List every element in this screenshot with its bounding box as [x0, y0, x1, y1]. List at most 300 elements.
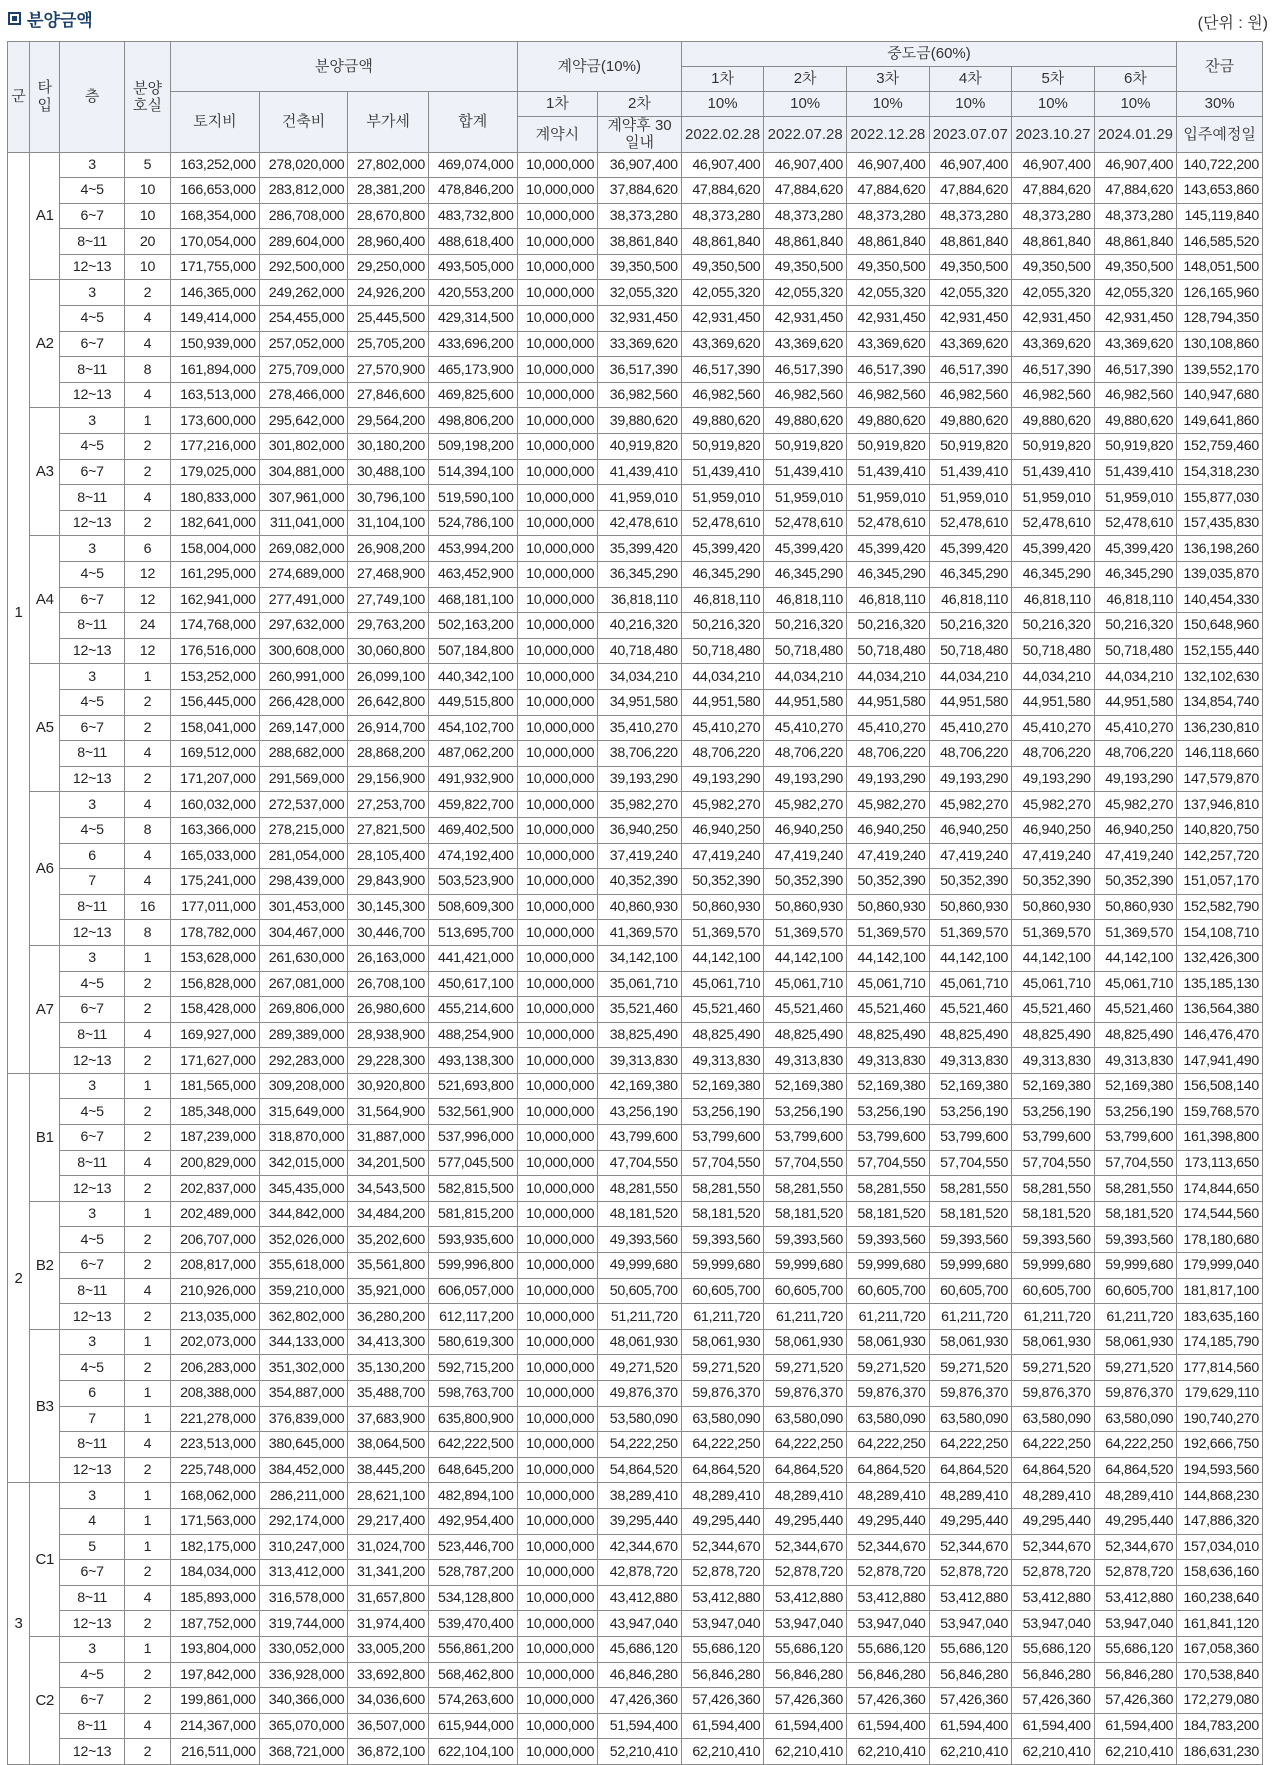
balance-cell: 146,118,660: [1177, 741, 1263, 767]
vat-cell: 29,217,400: [348, 1508, 429, 1534]
middle-payment-cell: 58,281,550: [929, 1176, 1012, 1202]
middle-payment-cell: 42,055,320: [846, 280, 929, 306]
floor-cell: 6~7: [60, 1688, 124, 1714]
build-cell: 376,839,000: [259, 1406, 348, 1432]
floor-cell: 3: [60, 1201, 124, 1227]
build-cell: 266,428,000: [259, 689, 348, 715]
floor-cell: 5: [60, 1534, 124, 1560]
balance-cell: 173,113,650: [1177, 1150, 1263, 1176]
middle-payment-cell: 50,860,930: [929, 894, 1012, 920]
build-cell: 315,649,000: [259, 1099, 348, 1125]
middle-payment-cell: 64,864,520: [681, 1457, 764, 1483]
deposit2-cell: 40,216,320: [598, 613, 682, 639]
deposit2-cell: 38,373,280: [598, 203, 682, 229]
deposit2-cell: 36,517,390: [598, 357, 682, 383]
middle-payment-cell: 49,193,290: [929, 766, 1012, 792]
middle-payment-cell: 46,940,250: [764, 817, 847, 843]
deposit1-cell: 10,000,000: [517, 1381, 598, 1407]
units-cell: 1: [124, 408, 170, 434]
deposit1-cell: 10,000,000: [517, 1534, 598, 1560]
deposit1-cell: 10,000,000: [517, 1560, 598, 1586]
land-cell: 208,388,000: [171, 1381, 260, 1407]
header-mid-pct: 10%: [1012, 92, 1095, 117]
build-cell: 269,806,000: [259, 997, 348, 1023]
middle-payment-cell: 63,580,090: [929, 1406, 1012, 1432]
deposit2-cell: 49,876,370: [598, 1381, 682, 1407]
total-cell: 582,815,500: [428, 1176, 517, 1202]
deposit1-cell: 10,000,000: [517, 459, 598, 485]
vat-cell: 30,060,800: [348, 638, 429, 664]
land-cell: 171,563,000: [171, 1508, 260, 1534]
deposit2-cell: 46,846,280: [598, 1662, 682, 1688]
vat-cell: 25,705,200: [348, 331, 429, 357]
middle-payment-cell: 61,594,400: [1094, 1713, 1177, 1739]
middle-payment-cell: 59,876,370: [929, 1381, 1012, 1407]
deposit1-cell: 10,000,000: [517, 817, 598, 843]
middle-payment-cell: 44,951,580: [681, 689, 764, 715]
total-cell: 622,104,100: [428, 1739, 517, 1765]
middle-payment-cell: 48,825,490: [1094, 1022, 1177, 1048]
land-cell: 160,032,000: [171, 792, 260, 818]
deposit2-cell: 34,142,100: [598, 945, 682, 971]
middle-payment-cell: 62,210,410: [1094, 1739, 1177, 1765]
middle-payment-cell: 51,959,010: [764, 485, 847, 511]
total-cell: 493,138,300: [428, 1048, 517, 1074]
units-cell: 2: [124, 280, 170, 306]
balance-cell: 144,868,230: [1177, 1483, 1263, 1509]
middle-payment-cell: 43,369,620: [764, 331, 847, 357]
balance-cell: 178,180,680: [1177, 1227, 1263, 1253]
middle-payment-cell: 51,369,570: [929, 920, 1012, 946]
vat-cell: 30,488,100: [348, 459, 429, 485]
deposit1-cell: 10,000,000: [517, 152, 598, 178]
middle-payment-cell: 50,718,480: [1094, 638, 1177, 664]
page-title-text: 분양금액: [27, 11, 93, 30]
deposit1-cell: 10,000,000: [517, 1713, 598, 1739]
middle-payment-cell: 51,959,010: [929, 485, 1012, 511]
floor-cell: 8~11: [60, 1278, 124, 1304]
middle-payment-cell: 64,222,250: [681, 1432, 764, 1458]
deposit2-cell: 38,706,220: [598, 741, 682, 767]
deposit1-cell: 10,000,000: [517, 1457, 598, 1483]
middle-payment-cell: 53,799,600: [929, 1125, 1012, 1151]
middle-payment-cell: 57,704,550: [1012, 1150, 1095, 1176]
total-cell: 453,994,200: [428, 536, 517, 562]
middle-payment-cell: 49,880,620: [764, 408, 847, 434]
total-cell: 635,800,900: [428, 1406, 517, 1432]
middle-payment-cell: 58,281,550: [1094, 1176, 1177, 1202]
type-cell: A5: [30, 664, 60, 792]
middle-payment-cell: 59,393,560: [764, 1227, 847, 1253]
floor-cell: 12~13: [60, 1611, 124, 1637]
balance-cell: 149,641,860: [1177, 408, 1263, 434]
vat-cell: 27,570,900: [348, 357, 429, 383]
table-row: [8, 664, 1263, 690]
floor-cell: 4~5: [60, 1099, 124, 1125]
land-cell: 214,367,000: [171, 1713, 260, 1739]
middle-payment-cell: 58,181,520: [846, 1201, 929, 1227]
middle-payment-cell: 48,289,410: [846, 1483, 929, 1509]
header-mid-label: 6차: [1094, 67, 1177, 92]
type-cell: A4: [30, 536, 60, 664]
land-cell: 178,782,000: [171, 920, 260, 946]
middle-payment-cell: 59,876,370: [1012, 1381, 1095, 1407]
middle-payment-cell: 46,907,400: [846, 152, 929, 178]
balance-cell: 179,629,110: [1177, 1381, 1263, 1407]
middle-payment-cell: 49,193,290: [1094, 766, 1177, 792]
floor-cell: 3: [60, 664, 124, 690]
middle-payment-cell: 51,369,570: [764, 920, 847, 946]
land-cell: 225,748,000: [171, 1457, 260, 1483]
build-cell: 351,302,000: [259, 1355, 348, 1381]
middle-payment-cell: 50,718,480: [846, 638, 929, 664]
deposit1-cell: 10,000,000: [517, 1483, 598, 1509]
total-cell: 493,505,000: [428, 254, 517, 280]
middle-payment-cell: 49,350,500: [846, 254, 929, 280]
total-cell: 420,553,200: [428, 280, 517, 306]
deposit2-cell: 40,860,930: [598, 894, 682, 920]
header-mid-date: 2023.10.27: [1012, 117, 1095, 153]
units-cell: 2: [124, 434, 170, 460]
balance-cell: 136,230,810: [1177, 715, 1263, 741]
deposit2-cell: 39,313,830: [598, 1048, 682, 1074]
middle-payment-cell: 46,907,400: [764, 152, 847, 178]
build-cell: 277,491,000: [259, 587, 348, 613]
middle-payment-cell: 46,345,290: [1012, 562, 1095, 588]
total-cell: 592,715,200: [428, 1355, 517, 1381]
total-cell: 441,421,000: [428, 945, 517, 971]
total-cell: 568,462,800: [428, 1662, 517, 1688]
balance-cell: 172,279,080: [1177, 1688, 1263, 1714]
middle-payment-cell: 49,350,500: [764, 254, 847, 280]
table-row: [8, 1227, 1263, 1253]
middle-payment-cell: 59,876,370: [764, 1381, 847, 1407]
balance-cell: 170,538,840: [1177, 1662, 1263, 1688]
middle-payment-cell: 45,982,270: [764, 792, 847, 818]
middle-payment-cell: 55,686,120: [764, 1636, 847, 1662]
deposit1-cell: 10,000,000: [517, 1278, 598, 1304]
total-cell: 537,996,000: [428, 1125, 517, 1151]
total-cell: 487,062,200: [428, 741, 517, 767]
table-row: [8, 945, 1263, 971]
middle-payment-cell: 59,999,680: [764, 1253, 847, 1279]
middle-payment-cell: 51,439,410: [929, 459, 1012, 485]
deposit2-cell: 48,061,930: [598, 1329, 682, 1355]
build-cell: 286,708,000: [259, 203, 348, 229]
deposit2-cell: 35,399,420: [598, 536, 682, 562]
type-cell: B1: [30, 1073, 60, 1201]
middle-payment-cell: 44,142,100: [764, 945, 847, 971]
middle-payment-cell: 45,061,710: [846, 971, 929, 997]
deposit2-cell: 37,419,240: [598, 843, 682, 869]
header-mid-date: 2022.02.28: [681, 117, 764, 153]
deposit1-cell: 10,000,000: [517, 689, 598, 715]
middle-payment-cell: 42,055,320: [1094, 280, 1177, 306]
balance-cell: 132,426,300: [1177, 945, 1263, 971]
middle-payment-cell: 57,426,360: [846, 1688, 929, 1714]
balance-cell: 152,582,790: [1177, 894, 1263, 920]
land-cell: 150,939,000: [171, 331, 260, 357]
middle-payment-cell: 53,412,880: [1094, 1585, 1177, 1611]
total-cell: 519,590,100: [428, 485, 517, 511]
middle-payment-cell: 59,271,520: [929, 1355, 1012, 1381]
units-cell: 2: [124, 1611, 170, 1637]
land-cell: 153,252,000: [171, 664, 260, 690]
balance-cell: 145,119,840: [1177, 203, 1263, 229]
deposit2-cell: 32,931,450: [598, 306, 682, 332]
build-cell: 278,215,000: [259, 817, 348, 843]
balance-cell: 137,946,810: [1177, 792, 1263, 818]
middle-payment-cell: 46,940,250: [681, 817, 764, 843]
middle-payment-cell: 51,439,410: [1012, 459, 1095, 485]
total-cell: 507,184,800: [428, 638, 517, 664]
middle-payment-cell: 60,605,700: [1012, 1278, 1095, 1304]
header-build: 건축비: [259, 92, 348, 153]
middle-payment-cell: 50,352,390: [681, 869, 764, 895]
total-cell: 581,815,200: [428, 1201, 517, 1227]
units-cell: 4: [124, 382, 170, 408]
middle-payment-cell: 46,982,560: [1012, 382, 1095, 408]
middle-payment-cell: 49,313,830: [846, 1048, 929, 1074]
total-cell: 539,470,400: [428, 1611, 517, 1637]
balance-cell: 140,454,330: [1177, 587, 1263, 613]
table-row: [8, 741, 1263, 767]
group-cell: 3: [8, 1483, 30, 1765]
vat-cell: 33,692,800: [348, 1662, 429, 1688]
vat-cell: 29,250,000: [348, 254, 429, 280]
middle-payment-cell: 50,718,480: [929, 638, 1012, 664]
deposit2-cell: 41,959,010: [598, 485, 682, 511]
total-cell: 509,198,200: [428, 434, 517, 460]
middle-payment-cell: 52,478,610: [929, 510, 1012, 536]
middle-payment-cell: 56,846,280: [1012, 1662, 1095, 1688]
units-cell: 1: [124, 664, 170, 690]
middle-payment-cell: 62,210,410: [846, 1739, 929, 1765]
vat-cell: 30,920,800: [348, 1073, 429, 1099]
table-row: [8, 1739, 1263, 1765]
middle-payment-cell: 56,846,280: [681, 1662, 764, 1688]
table-row: [8, 1073, 1263, 1099]
middle-payment-cell: 46,907,400: [681, 152, 764, 178]
header-balance: 잔금: [1177, 42, 1263, 92]
floor-cell: 3: [60, 536, 124, 562]
deposit2-cell: 32,055,320: [598, 280, 682, 306]
table-row: [8, 1150, 1263, 1176]
header-mid-pct: 10%: [764, 92, 847, 117]
middle-payment-cell: 49,880,620: [929, 408, 1012, 434]
table-row: [8, 1432, 1263, 1458]
deposit1-cell: 10,000,000: [517, 280, 598, 306]
header-mid-pct: 10%: [1094, 92, 1177, 117]
middle-payment-cell: 42,055,320: [1012, 280, 1095, 306]
middle-payment-cell: 51,439,410: [681, 459, 764, 485]
build-cell: 342,015,000: [259, 1150, 348, 1176]
table-row: [8, 408, 1263, 434]
table-row: [8, 434, 1263, 460]
floor-cell: 7: [60, 869, 124, 895]
land-cell: 182,175,000: [171, 1534, 260, 1560]
middle-payment-cell: 45,399,420: [929, 536, 1012, 562]
header-mid-date: 2023.07.07: [929, 117, 1012, 153]
land-cell: 171,207,000: [171, 766, 260, 792]
type-cell: A3: [30, 408, 60, 536]
table-row: [8, 280, 1263, 306]
build-cell: 292,174,000: [259, 1508, 348, 1534]
table-row: [8, 715, 1263, 741]
land-cell: 158,041,000: [171, 715, 260, 741]
deposit1-cell: 10,000,000: [517, 869, 598, 895]
type-cell: A1: [30, 152, 60, 280]
middle-payment-cell: 58,281,550: [681, 1176, 764, 1202]
balance-cell: 161,398,800: [1177, 1125, 1263, 1151]
table-row: [8, 817, 1263, 843]
units-cell: 8: [124, 817, 170, 843]
middle-payment-cell: 64,864,520: [1012, 1457, 1095, 1483]
land-cell: 202,837,000: [171, 1176, 260, 1202]
deposit2-cell: 40,919,820: [598, 434, 682, 460]
balance-cell: 146,585,520: [1177, 229, 1263, 255]
units-cell: 10: [124, 203, 170, 229]
middle-payment-cell: 50,860,930: [681, 894, 764, 920]
middle-payment-cell: 59,999,680: [1094, 1253, 1177, 1279]
floor-cell: 12~13: [60, 638, 124, 664]
build-cell: 269,082,000: [259, 536, 348, 562]
middle-payment-cell: 51,369,570: [1012, 920, 1095, 946]
table-row: [8, 357, 1263, 383]
middle-payment-cell: 51,439,410: [846, 459, 929, 485]
middle-payment-cell: 45,061,710: [764, 971, 847, 997]
vat-cell: 26,642,800: [348, 689, 429, 715]
middle-payment-cell: 53,947,040: [681, 1611, 764, 1637]
middle-payment-cell: 59,271,520: [846, 1355, 929, 1381]
total-cell: 455,214,600: [428, 997, 517, 1023]
units-cell: 2: [124, 1662, 170, 1688]
floor-cell: 6~7: [60, 1560, 124, 1586]
middle-payment-cell: 50,860,930: [1012, 894, 1095, 920]
middle-payment-cell: 45,982,270: [1012, 792, 1095, 818]
middle-payment-cell: 53,947,040: [764, 1611, 847, 1637]
middle-payment-cell: 50,352,390: [1094, 869, 1177, 895]
build-cell: 275,709,000: [259, 357, 348, 383]
group-cell: 1: [8, 152, 30, 1073]
middle-payment-cell: 50,216,320: [1094, 613, 1177, 639]
vat-cell: 29,763,200: [348, 613, 429, 639]
build-cell: 291,569,000: [259, 766, 348, 792]
header-balance-when: 입주예정일: [1177, 117, 1263, 153]
total-cell: 534,128,800: [428, 1585, 517, 1611]
table-row: [8, 1560, 1263, 1586]
total-cell: 528,787,200: [428, 1560, 517, 1586]
middle-payment-cell: 52,878,720: [764, 1560, 847, 1586]
land-cell: 176,516,000: [171, 638, 260, 664]
deposit1-cell: 10,000,000: [517, 587, 598, 613]
total-cell: 521,693,800: [428, 1073, 517, 1099]
vat-cell: 28,381,200: [348, 178, 429, 204]
middle-payment-cell: 53,256,190: [764, 1099, 847, 1125]
table-row: [8, 1636, 1263, 1662]
table-row: [8, 306, 1263, 332]
floor-cell: 6~7: [60, 331, 124, 357]
deposit1-cell: 10,000,000: [517, 945, 598, 971]
middle-payment-cell: 49,350,500: [929, 254, 1012, 280]
middle-payment-cell: 58,181,520: [764, 1201, 847, 1227]
total-cell: 469,074,000: [428, 152, 517, 178]
units-cell: 6: [124, 536, 170, 562]
type-cell: C2: [30, 1636, 60, 1764]
table-row: [8, 203, 1263, 229]
table-row: [8, 792, 1263, 818]
vat-cell: 31,341,200: [348, 1560, 429, 1586]
middle-payment-cell: 64,222,250: [1094, 1432, 1177, 1458]
middle-payment-cell: 57,704,550: [929, 1150, 1012, 1176]
total-cell: 508,609,300: [428, 894, 517, 920]
floor-cell: 8~11: [60, 1585, 124, 1611]
units-cell: 1: [124, 1406, 170, 1432]
middle-payment-cell: 44,142,100: [1094, 945, 1177, 971]
deposit2-cell: 42,344,670: [598, 1534, 682, 1560]
deposit2-cell: 54,864,520: [598, 1457, 682, 1483]
balance-cell: 154,318,230: [1177, 459, 1263, 485]
build-cell: 301,802,000: [259, 434, 348, 460]
middle-payment-cell: 51,369,570: [681, 920, 764, 946]
middle-payment-cell: 45,410,270: [764, 715, 847, 741]
floor-cell: 3: [60, 945, 124, 971]
floor-cell: 4~5: [60, 562, 124, 588]
deposit2-cell: 41,439,410: [598, 459, 682, 485]
middle-payment-cell: 46,517,390: [929, 357, 1012, 383]
middle-payment-cell: 50,352,390: [1012, 869, 1095, 895]
balance-cell: 157,034,010: [1177, 1534, 1263, 1560]
balance-cell: 150,648,960: [1177, 613, 1263, 639]
middle-payment-cell: 44,034,210: [764, 664, 847, 690]
build-cell: 380,645,000: [259, 1432, 348, 1458]
middle-payment-cell: 49,880,620: [846, 408, 929, 434]
floor-cell: 3: [60, 1483, 124, 1509]
total-cell: 513,695,700: [428, 920, 517, 946]
middle-payment-cell: 51,959,010: [681, 485, 764, 511]
deposit1-cell: 10,000,000: [517, 664, 598, 690]
middle-payment-cell: 60,605,700: [681, 1278, 764, 1304]
middle-payment-cell: 45,521,460: [1012, 997, 1095, 1023]
floor-cell: 3: [60, 792, 124, 818]
build-cell: 281,054,000: [259, 843, 348, 869]
vat-cell: 35,202,600: [348, 1227, 429, 1253]
build-cell: 260,991,000: [259, 664, 348, 690]
table-row: [8, 485, 1263, 511]
units-cell: 1: [124, 945, 170, 971]
floor-cell: 12~13: [60, 254, 124, 280]
middle-payment-cell: 49,295,440: [1012, 1508, 1095, 1534]
units-cell: 1: [124, 1329, 170, 1355]
deposit2-cell: 42,878,720: [598, 1560, 682, 1586]
middle-payment-cell: 52,478,610: [1094, 510, 1177, 536]
land-cell: 181,565,000: [171, 1073, 260, 1099]
middle-payment-cell: 46,517,390: [764, 357, 847, 383]
deposit2-cell: 49,393,560: [598, 1227, 682, 1253]
total-cell: 642,222,500: [428, 1432, 517, 1458]
middle-payment-cell: 46,907,400: [1094, 152, 1177, 178]
floor-cell: 8~11: [60, 1022, 124, 1048]
table-row: [8, 331, 1263, 357]
units-cell: 2: [124, 1176, 170, 1202]
middle-payment-cell: 47,419,240: [764, 843, 847, 869]
land-cell: 171,627,000: [171, 1048, 260, 1074]
build-cell: 307,961,000: [259, 485, 348, 511]
middle-payment-cell: 46,345,290: [1094, 562, 1177, 588]
land-cell: 156,445,000: [171, 689, 260, 715]
middle-payment-cell: 46,940,250: [1094, 817, 1177, 843]
middle-payment-cell: 46,517,390: [846, 357, 929, 383]
